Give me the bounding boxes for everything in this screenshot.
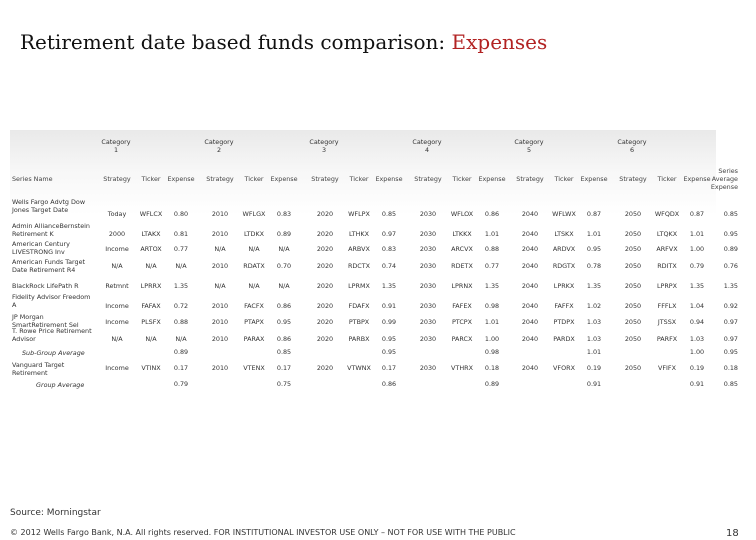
expense-cell: 0.70 <box>276 262 292 270</box>
ticker-cell: N/A <box>248 282 260 290</box>
expense-cell: 1.35 <box>586 282 602 290</box>
strategy-cell: 2050 <box>624 245 642 253</box>
strategy-cell: N/A <box>214 282 226 290</box>
ticker-cell: PARDX <box>553 335 575 343</box>
subgroup-average-value: 1.00 <box>689 348 705 356</box>
strategy-cell: 2050 <box>624 364 642 372</box>
ticker-cell: LPRPX <box>656 282 678 290</box>
header-strategy: Strategy <box>103 175 131 183</box>
title-main: Retirement date based funds comparison: <box>20 30 446 54</box>
strategy-cell: 2030 <box>419 262 437 270</box>
expense-cell: 0.72 <box>173 302 189 310</box>
ticker-cell: RDETX <box>451 262 473 270</box>
category-header: Category 5 <box>514 138 544 154</box>
strategy-cell: 2020 <box>316 282 334 290</box>
page-title <box>20 30 547 54</box>
expense-cell: N/A <box>175 335 187 343</box>
ticker-cell: FACFX <box>244 302 264 310</box>
group-average-value: 0.86 <box>381 380 397 388</box>
strategy-cell: 2040 <box>521 318 539 326</box>
expense-cell: 1.35 <box>381 282 397 290</box>
ticker-cell: LTHKX <box>349 230 369 238</box>
series-name: BlackRock LifePath R <box>12 282 79 290</box>
ticker-cell: LPRMX <box>348 282 370 290</box>
expense-cell: 0.81 <box>173 230 189 238</box>
subgroup-average-label: Sub-Group Average <box>22 349 85 357</box>
expense-cell: 1.03 <box>689 335 705 343</box>
header-expense: Expense <box>167 175 195 183</box>
series-average-cell: 0.97 <box>723 318 738 326</box>
header-expense: Expense <box>270 175 298 183</box>
strategy-cell: 2040 <box>521 245 539 253</box>
expense-cell: 1.02 <box>586 302 602 310</box>
strategy-cell: 2010 <box>211 230 229 238</box>
strategy-cell: 2040 <box>521 210 539 218</box>
header-ticker: Ticker <box>554 175 574 183</box>
series-average-cell: 0.95 <box>723 230 738 238</box>
strategy-cell: 2030 <box>419 302 437 310</box>
header-ticker: Ticker <box>349 175 369 183</box>
ticker-cell: VTWNX <box>347 364 371 372</box>
header-strategy: Strategy <box>414 175 442 183</box>
ticker-cell: RDGTX <box>552 262 576 270</box>
ticker-cell: FFFLX <box>657 302 677 310</box>
expense-cell: 0.88 <box>484 245 500 253</box>
group-average-label: Group Average <box>36 381 85 389</box>
subgroup-average-value: 0.98 <box>484 348 500 356</box>
expense-cell: 0.74 <box>381 262 397 270</box>
series-name: American Funds Target Date Retirement R4 <box>12 258 86 274</box>
strategy-cell: 2050 <box>624 210 642 218</box>
ticker-cell: RDCTX <box>347 262 371 270</box>
expense-cell: 1.35 <box>689 282 705 290</box>
ticker-cell: LTSKX <box>554 230 574 238</box>
expense-cell: 0.83 <box>381 245 397 253</box>
ticker-cell: PTCPX <box>451 318 473 326</box>
ticker-cell: PARCX <box>451 335 473 343</box>
ticker-cell: ARFVX <box>656 245 678 253</box>
strategy-cell: 2030 <box>419 364 437 372</box>
ticker-cell: LPRNX <box>451 282 473 290</box>
category-header: Category 6 <box>617 138 647 154</box>
expense-cell: 0.86 <box>484 210 500 218</box>
ticker-cell: VTINX <box>141 364 161 372</box>
expense-cell: 0.77 <box>484 262 500 270</box>
strategy-cell: Income <box>105 302 129 310</box>
series-name: American Century LIVESTRONG Inv <box>12 240 70 256</box>
category-header: Category 3 <box>309 138 339 154</box>
strategy-cell: 2020 <box>316 364 334 372</box>
header-ticker: Ticker <box>244 175 264 183</box>
strategy-cell: Retmnt <box>105 282 129 290</box>
header-strategy: Strategy <box>206 175 234 183</box>
header-expense: Expense <box>478 175 506 183</box>
expense-cell: 0.19 <box>586 364 602 372</box>
ticker-cell: LPRRX <box>140 282 162 290</box>
ticker-cell: N/A <box>145 262 157 270</box>
strategy-cell: 2020 <box>316 318 334 326</box>
strategy-cell: Today <box>107 210 127 218</box>
ticker-cell: VTHRX <box>451 364 473 372</box>
strategy-cell: 2020 <box>316 262 334 270</box>
strategy-cell: Income <box>105 318 129 326</box>
ticker-cell: N/A <box>248 245 260 253</box>
strategy-cell: 2040 <box>521 364 539 372</box>
expense-cell: N/A <box>278 282 290 290</box>
ticker-cell: VFIFX <box>658 364 676 372</box>
expense-cell: 1.01 <box>689 230 705 238</box>
strategy-cell: 2050 <box>624 335 642 343</box>
expense-cell: 0.80 <box>173 210 189 218</box>
expense-cell: 0.78 <box>586 262 602 270</box>
group-average-value: 0.75 <box>276 380 292 388</box>
strategy-cell: 2040 <box>521 335 539 343</box>
expense-cell: 1.01 <box>484 318 500 326</box>
expense-cell: 1.00 <box>484 335 500 343</box>
series-average-cell: 1.35 <box>723 282 738 290</box>
series-name-vanguard: Vanguard Target Retirement <box>12 361 65 377</box>
expense-cell: 0.83 <box>276 210 292 218</box>
subgroup-average-value: 0.89 <box>173 348 189 356</box>
expense-cell: 1.01 <box>484 230 500 238</box>
ticker-cell: VTENX <box>243 364 265 372</box>
footer-copyright: © 2012 Wells Fargo Bank, N.A. All rights reserved. FOR INSTITUTIONAL INVESTOR USE ONLY – NOT FOR USE WITH THE PUBLIC <box>10 528 516 537</box>
group-average-value: 0.89 <box>484 380 500 388</box>
ticker-cell: FAFAX <box>141 302 161 310</box>
expense-cell: 0.95 <box>276 318 292 326</box>
category-header: Category 2 <box>204 138 234 154</box>
ticker-cell: ARTOX <box>140 245 162 253</box>
strategy-cell: N/A <box>214 245 226 253</box>
strategy-cell: 2050 <box>624 230 642 238</box>
expense-cell: N/A <box>175 262 187 270</box>
expense-cell: 0.18 <box>484 364 500 372</box>
header-series-name: Series Name <box>12 175 53 183</box>
expense-cell: 0.17 <box>276 364 292 372</box>
strategy-cell: 2030 <box>419 318 437 326</box>
series-average-cell: 0.97 <box>723 335 738 343</box>
source-note: Source: Morningstar <box>10 508 101 518</box>
subgroup-average-value: 0.95 <box>381 348 397 356</box>
header-expense: Expense <box>375 175 403 183</box>
ticker-cell: WFLPX <box>348 210 370 218</box>
strategy-cell: 2000 <box>108 230 126 238</box>
series-average-cell: 0.92 <box>723 302 738 310</box>
group-average-value: 0.91 <box>689 380 705 388</box>
header-expense: Expense <box>580 175 608 183</box>
expense-cell: 1.04 <box>689 302 705 310</box>
strategy-cell: 2010 <box>211 318 229 326</box>
ticker-cell: WFLGX <box>242 210 266 218</box>
comparison-table <box>10 130 738 390</box>
ticker-cell: ARBVX <box>348 245 370 253</box>
strategy-cell: Income <box>105 364 129 372</box>
expense-cell: 0.97 <box>381 230 397 238</box>
strategy-cell: 2040 <box>521 282 539 290</box>
subgroup-average-value: 1.01 <box>586 348 602 356</box>
ticker-cell: PLSFX <box>141 318 161 326</box>
strategy-cell: 2010 <box>211 210 229 218</box>
expense-cell: 0.94 <box>689 318 705 326</box>
ticker-cell: PTAPX <box>244 318 264 326</box>
expense-cell: 1.03 <box>586 335 602 343</box>
ticker-cell: RDATX <box>243 262 265 270</box>
group-series-average: 0.85 <box>723 380 738 388</box>
expense-cell: 0.87 <box>689 210 705 218</box>
ticker-cell: WFLOX <box>450 210 474 218</box>
expense-cell: 1.35 <box>484 282 500 290</box>
ticker-cell: PARAX <box>243 335 265 343</box>
expense-cell: 0.85 <box>381 210 397 218</box>
ticker-cell: PARBX <box>348 335 370 343</box>
ticker-cell: WFLCX <box>139 210 163 218</box>
expense-cell: 1.03 <box>586 318 602 326</box>
ticker-cell: ARDVX <box>552 245 576 253</box>
strategy-cell: 2030 <box>419 210 437 218</box>
expense-cell: 0.95 <box>381 335 397 343</box>
title-accent: Expenses <box>451 30 548 54</box>
strategy-cell: 2050 <box>624 262 642 270</box>
series-name: Admin AllianceBernstein Retirement K <box>12 222 90 238</box>
expense-cell: 0.98 <box>484 302 500 310</box>
series-name: JP Morgan SmartRetirement Sel <box>12 313 79 329</box>
ticker-cell: N/A <box>145 335 157 343</box>
expense-cell: N/A <box>278 245 290 253</box>
strategy-cell: N/A <box>111 262 123 270</box>
header-series-average: Series Average Expense <box>710 167 738 191</box>
strategy-cell: 2010 <box>211 364 229 372</box>
ticker-cell: LTKKX <box>452 230 472 238</box>
ticker-cell: RDITX <box>657 262 677 270</box>
strategy-cell: Income <box>105 245 129 253</box>
expense-cell: 1.35 <box>173 282 189 290</box>
strategy-cell: 2040 <box>521 262 539 270</box>
strategy-cell: 2010 <box>211 335 229 343</box>
ticker-cell: FAFEX <box>452 302 472 310</box>
expense-cell: 0.86 <box>276 335 292 343</box>
strategy-cell: N/A <box>111 335 123 343</box>
strategy-cell: 2010 <box>211 262 229 270</box>
page-number: 18 <box>726 528 739 539</box>
ticker-cell: LTQKX <box>656 230 678 238</box>
series-average-cell: 0.76 <box>723 262 738 270</box>
strategy-cell: 2030 <box>419 245 437 253</box>
expense-cell: 0.95 <box>586 245 602 253</box>
expense-cell: 0.17 <box>173 364 189 372</box>
expense-cell: 0.17 <box>381 364 397 372</box>
group-average-value: 0.79 <box>173 380 189 388</box>
expense-cell: 1.00 <box>689 245 705 253</box>
expense-cell: 0.99 <box>381 318 397 326</box>
series-average-cell: 0.85 <box>723 210 738 218</box>
expense-cell: 0.86 <box>276 302 292 310</box>
ticker-cell: PARFX <box>656 335 678 343</box>
ticker-cell: WFQDX <box>654 210 680 218</box>
expense-cell: 0.79 <box>689 262 705 270</box>
strategy-cell: 2020 <box>316 230 334 238</box>
ticker-cell: JTSSX <box>657 318 677 326</box>
expense-cell: 0.87 <box>586 210 602 218</box>
strategy-cell: 2030 <box>419 282 437 290</box>
group-average-value: 0.91 <box>586 380 602 388</box>
category-header: Category 4 <box>412 138 442 154</box>
strategy-cell: 2030 <box>419 230 437 238</box>
strategy-cell: 2050 <box>624 282 642 290</box>
expense-cell: 0.88 <box>173 318 189 326</box>
strategy-cell: 2010 <box>211 302 229 310</box>
strategy-cell: 2020 <box>316 210 334 218</box>
header-expense: Expense <box>683 175 711 183</box>
header-ticker: Ticker <box>452 175 472 183</box>
subgroup-average-value: 0.85 <box>276 348 292 356</box>
strategy-cell: 2020 <box>316 302 334 310</box>
ticker-cell: LTDKX <box>243 230 265 238</box>
ticker-cell: PTBPX <box>348 318 370 326</box>
ticker-cell: FDAFX <box>348 302 370 310</box>
header-ticker: Ticker <box>657 175 677 183</box>
subgroup-series-average: 0.95 <box>723 348 738 356</box>
expense-cell: 0.91 <box>381 302 397 310</box>
ticker-cell: VFORX <box>553 364 575 372</box>
expense-cell: 0.19 <box>689 364 705 372</box>
expense-cell: 0.89 <box>276 230 292 238</box>
strategy-cell: 2020 <box>316 335 334 343</box>
ticker-cell: WFLWX <box>552 210 576 218</box>
series-average-cell: 0.89 <box>723 245 738 253</box>
ticker-cell: PTDPX <box>553 318 575 326</box>
series-average-cell: 0.18 <box>723 364 738 372</box>
ticker-cell: FAFFX <box>554 302 574 310</box>
header-strategy: Strategy <box>311 175 339 183</box>
header-strategy: Strategy <box>619 175 647 183</box>
strategy-cell: 2050 <box>624 302 642 310</box>
series-name: T. Rowe Price Retirement Advisor <box>12 327 92 343</box>
series-name: Wells Fargo Advtg Dow Jones Target Date <box>12 198 86 214</box>
strategy-cell: 2050 <box>624 318 642 326</box>
expense-cell: 1.01 <box>586 230 602 238</box>
series-name: Fidelity Advisor Freedom A <box>12 293 91 309</box>
ticker-cell: LPRKX <box>553 282 575 290</box>
ticker-cell: ARCVX <box>451 245 473 253</box>
expense-cell: 0.77 <box>173 245 189 253</box>
strategy-cell: 2020 <box>316 245 334 253</box>
strategy-cell: 2040 <box>521 302 539 310</box>
category-header: Category 1 <box>101 138 131 154</box>
strategy-cell: 2030 <box>419 335 437 343</box>
strategy-cell: 2040 <box>521 230 539 238</box>
header-ticker: Ticker <box>141 175 161 183</box>
header-strategy: Strategy <box>516 175 544 183</box>
ticker-cell: LTAKX <box>141 230 161 238</box>
